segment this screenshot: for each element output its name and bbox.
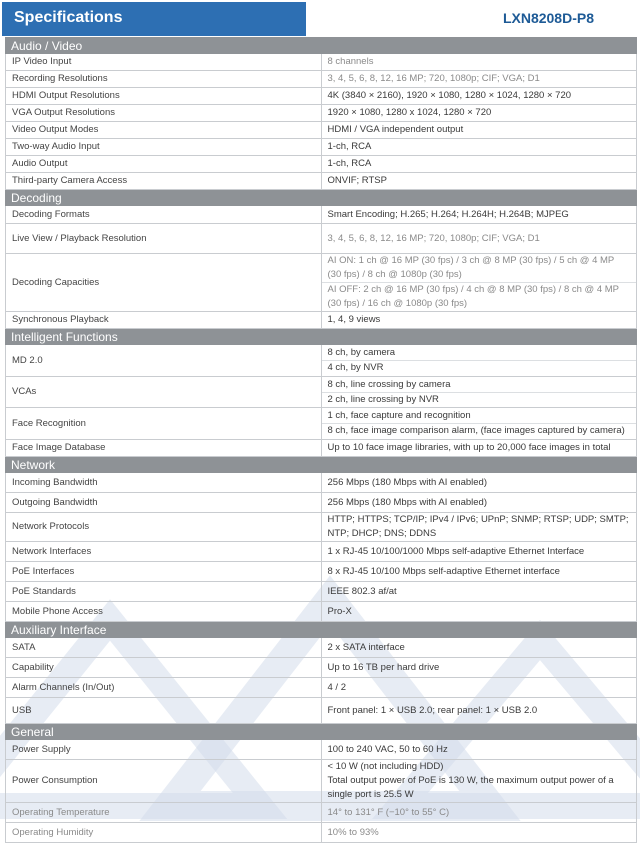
table-row	[6, 408, 637, 440]
table-row	[6, 122, 637, 139]
value-line: 8 ch, face image comparison alarm, (face images captured by camera)	[322, 423, 637, 438]
table-row	[6, 54, 637, 71]
row-value: 1-ch, RCA	[321, 156, 637, 173]
value-line: 8 ch, line crossing by camera	[327, 378, 451, 390]
table-row	[6, 740, 637, 760]
page-title: Specifications	[14, 9, 123, 26]
spec-header	[0, 0, 640, 36]
table-row	[6, 823, 637, 843]
section-audio-video	[6, 38, 637, 54]
row-label: SATA	[6, 638, 322, 658]
table-row	[6, 513, 637, 542]
table-row	[6, 760, 637, 803]
row-value: 100 to 240 VAC, 50 to 60 Hz	[321, 740, 637, 760]
row-value: 1-ch, RCA	[321, 139, 637, 156]
row-value: IEEE 802.3 af/at	[321, 582, 637, 602]
row-value: 3, 4, 5, 6, 8, 12, 16 MP; 720, 1080p; CIF; VGA; D1	[321, 71, 637, 88]
row-label: Live View / Playback Resolution	[6, 224, 322, 254]
table-row	[6, 156, 637, 173]
section-network	[6, 457, 637, 473]
table-row	[6, 71, 637, 88]
row-label: Audio Output	[6, 156, 322, 173]
row-value: ONVIF; RTSP	[321, 173, 637, 190]
row-value: 4K (3840 × 2160), 1920 × 1080, 1280 × 1024, 1280 × 720	[321, 88, 637, 105]
row-value: 1 x RJ-45 10/100/1000 Mbps self-adaptive Ethernet Interface	[321, 542, 637, 562]
row-label: Video Output Modes	[6, 122, 322, 139]
table-row	[6, 473, 637, 493]
row-label: Third-party Camera Access	[6, 173, 322, 190]
row-label: Operating Humidity	[6, 823, 322, 843]
row-label: Operating Temperature	[6, 803, 322, 823]
row-value: HTTP; HTTPS; TCP/IP; IPv4 / IPv6; UPnP; SNMP; RTSP; UDP; SMTP; NTP; DHCP; DNS; DDNS	[321, 513, 637, 542]
row-label: HDMI Output Resolutions	[6, 88, 322, 105]
row-value: HDMI / VGA independent output	[321, 122, 637, 139]
row-label: Incoming Bandwidth	[6, 473, 322, 493]
row-value: 8 channels	[321, 54, 637, 71]
row-value: 2 x SATA interface	[321, 638, 637, 658]
row-value: Up to 16 TB per hard drive	[321, 658, 637, 678]
spec-table	[5, 37, 637, 843]
value-line: 8 ch, by camera	[327, 347, 396, 358]
row-value: 256 Mbps (180 Mbps with AI enabled)	[321, 493, 637, 513]
table-row	[6, 105, 637, 122]
section-decoding	[6, 190, 637, 206]
model-number: LXN8208D-P8	[502, 10, 594, 26]
row-label: Power Consumption	[6, 760, 322, 803]
row-label: Face Image Database	[6, 440, 322, 457]
row-label: Capability	[6, 658, 322, 678]
row-value: Smart Encoding; H.265; H.264; H.264H; H.264B; MJPEG	[321, 206, 637, 224]
row-value: Pro-X	[321, 602, 637, 622]
table-row	[6, 173, 637, 190]
row-value: 14° to 131° F (−10° to 55° C)	[321, 803, 637, 823]
row-label: IP Video Input	[6, 54, 322, 71]
row-label: Synchronous Playback	[6, 312, 322, 329]
row-value: 1920 × 1080, 1280 x 1024, 1280 × 720	[321, 105, 637, 122]
row-value	[321, 408, 637, 440]
table-row	[6, 88, 637, 105]
row-label: Power Supply	[6, 740, 322, 760]
row-value	[321, 254, 637, 312]
row-label: Two-way Audio Input	[6, 139, 322, 156]
section-title: Intelligent Functions	[6, 329, 637, 345]
section-title: Audio / Video	[6, 38, 637, 54]
table-row	[6, 224, 637, 254]
row-label: USB	[6, 698, 322, 724]
table-row	[6, 803, 637, 823]
row-value: 10% to 93%	[321, 823, 637, 843]
section-general	[6, 724, 637, 740]
table-row	[6, 254, 637, 312]
table-row	[6, 658, 637, 678]
section-intelligent-functions	[6, 329, 637, 345]
row-value: 8 x RJ-45 10/100 Mbps self-adaptive Ethernet interface	[321, 562, 637, 582]
row-value: 256 Mbps (180 Mbps with AI enabled)	[321, 473, 637, 493]
section-title: Network	[6, 457, 637, 473]
value-line: < 10 W (not including HDD)	[327, 761, 444, 772]
table-row	[6, 312, 637, 329]
row-label: Network Interfaces	[6, 542, 322, 562]
row-label: MD 2.0	[6, 345, 322, 377]
row-value	[321, 377, 637, 408]
table-row	[6, 377, 637, 408]
section-title: General	[6, 724, 637, 740]
row-value: Front panel: 1 × USB 2.0; rear panel: 1 × USB 2.0	[321, 698, 637, 724]
row-value: 1, 4, 9 views	[321, 312, 637, 329]
row-label: PoE Interfaces	[6, 562, 322, 582]
ai-on-capacity: AI ON: 1 ch @ 16 MP (30 fps) / 3 ch @ 8 MP (30 fps) / 5 ch @ 4 MP (30 fps) / 8 ch @ 1080p (30 fps)	[327, 255, 615, 280]
table-row	[6, 698, 637, 724]
row-label: VGA Output Resolutions	[6, 105, 322, 122]
table-row	[6, 602, 637, 622]
ai-off-capacity: AI OFF: 2 ch @ 16 MP (30 fps) / 4 ch @ 8 MP (30 fps) / 8 ch @ 4 MP (30 fps) / 16 ch @ 1080p (30 fps)	[322, 282, 637, 311]
table-row	[6, 562, 637, 582]
section-auxiliary-interface	[6, 622, 637, 638]
table-row	[6, 139, 637, 156]
table-row	[6, 582, 637, 602]
row-value	[321, 345, 637, 377]
row-label: Network Protocols	[6, 513, 322, 542]
value-line: 2 ch, line crossing by NVR	[322, 392, 637, 407]
table-row	[6, 493, 637, 513]
table-row	[6, 678, 637, 698]
table-row	[6, 542, 637, 562]
table-row	[6, 345, 637, 377]
row-label: Mobile Phone Access	[6, 602, 322, 622]
header-bar	[2, 2, 306, 36]
row-label: Alarm Channels (In/Out)	[6, 678, 322, 698]
value-line: Total output power of PoE is 130 W, the maximum output power of a single port is 25.5 W	[327, 775, 614, 800]
value-line: 4 ch, by NVR	[322, 360, 637, 375]
value-line: 1 ch, face capture and recognition	[327, 410, 471, 421]
section-title: Decoding	[6, 190, 637, 206]
table-row	[6, 206, 637, 224]
row-label: PoE Standards	[6, 582, 322, 602]
row-label: Decoding Formats	[6, 206, 322, 224]
table-row	[6, 638, 637, 658]
section-title: Auxiliary Interface	[6, 622, 637, 638]
row-label: Face Recognition	[6, 408, 322, 440]
row-label: Outgoing Bandwidth	[6, 493, 322, 513]
row-label: Recording Resolutions	[6, 71, 322, 88]
row-value: 4 / 2	[321, 678, 637, 698]
table-row	[6, 440, 637, 457]
row-value	[321, 760, 637, 803]
row-value: Up to 10 face image libraries, with up to 20,000 face images in total	[321, 440, 637, 457]
row-value: 3, 4, 5, 6, 8, 12, 16 MP; 720, 1080p; CIF; VGA; D1	[321, 224, 637, 254]
row-label: Decoding Capacities	[6, 254, 322, 312]
row-label: VCAs	[6, 377, 322, 408]
